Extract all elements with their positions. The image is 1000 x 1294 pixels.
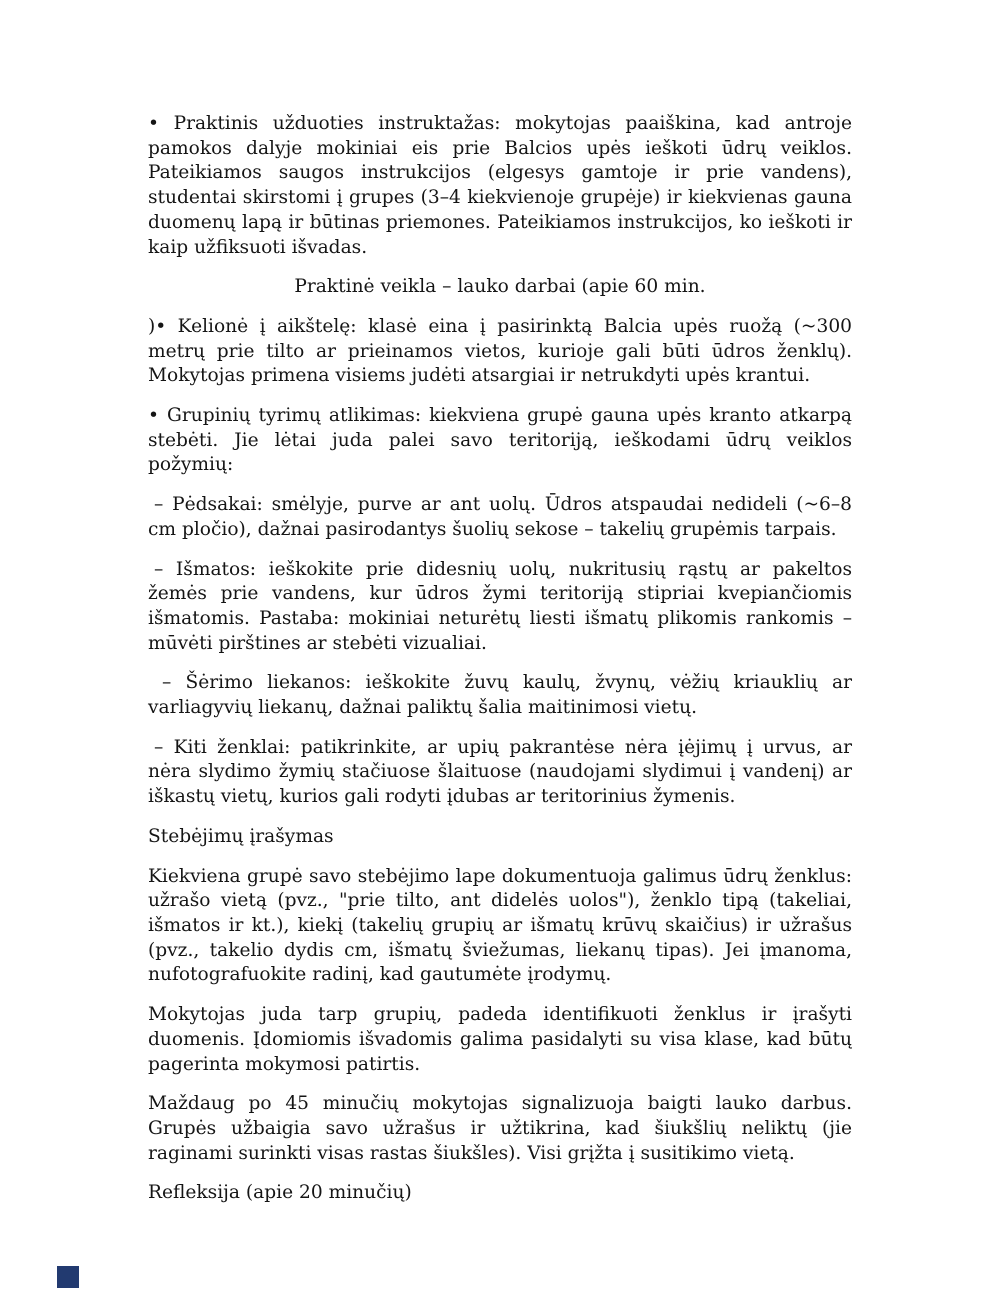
section-heading-practical-activity: Praktinė veikla – lauko darbai (apie 60 min. (294, 276, 706, 298)
list-item-feeding-remains: – Šėrimo liekanos: ieškokite žuvų kaulų, žvynų, vėžių kriauklių ar varliagyvių liekanų, dažnai paliktų šalia maitinimosi vietų. (148, 672, 852, 719)
list-item-other-signs: – Kiti ženklai: patikrinkite, ar upių pakrantėse nėra įėjimų į urvus, ar nėra slydimo žymių stačiuose šlaituose (naudojami slydimui į vandenį) ar iškastų vietų, kurios gali rodyti įdubas ar teritorinius žymenis. (148, 736, 852, 808)
paragraph-trip-to-site: )• Kelionė į aikštelę: klasė eina į pasirinktą Balcia upės ruožą (~300 metrų prie tilto ar prieinamos vietos, kurioje gali būti ūdros ženklų). Mokytojas primena visiems judėti atsargiai ir netrukdyti upės krantui. (148, 315, 852, 387)
section-heading-observation-recording: Stebėjimų įrašymas (148, 825, 334, 847)
paragraph-teacher-support: Mokytojas juda tarp grupių, padeda identifikuoti ženklus ir įrašyti duomenis. Įdomiomis išvadomis galima pasidalyti su visa klase, kad būtų pagerinta mokymosi patirtis. (148, 1004, 852, 1075)
paragraph-documentation: Kiekviena grupė savo stebėjimo lape dokumentuoja galimus ūdrų ženklus: užrašo vietą (pvz., "prie tilto, ant didelės uolos"), ženklo tipą (takeliai, išmatos ir kt.), kiekį (takelių grupių ar išmatų krūvų skaičius) ir užrašus (pvz., takelio dydis cm, išmatų šviežumas, liekanų tipas). Jei įmanoma, nufotografuokite radinį, kad gautumėte įrodymų. (148, 865, 852, 986)
paragraph-wrap-up: Maždaug po 45 minučių mokytojas signalizuoja baigti lauko darbus. Grupės užbaigia savo užrašus ir užtikrina, kad šiukšlių neliktų (jie raginami surinkti visas rastas šiukšles). Visi grįžta į susitikimo vietą. (148, 1093, 852, 1164)
paragraph-group-research: • Grupinių tyrimų atlikimas: kiekviena grupė gauna upės kranto atkarpą stebėti. Jie lėtai juda palei savo teritoriją, ieškodami ūdrų veiklos požymių: (148, 405, 852, 476)
section-heading-reflection: Refleksija (apie 20 minučių) (148, 1182, 412, 1204)
page-corner-square (57, 1266, 79, 1288)
list-item-tracks: – Pėdsakai: smėlyje, purve ar ant uolų. Ūdros atspaudai nedideli (~6–8 cm pločio), dažnai pasirodantys šuolių sekose – takelių grupėmis tarpais. (148, 494, 852, 540)
paragraph-practical-briefing: • Praktinis užduoties instruktažas: mokytojas paaiškina, kad antroje pamokos dalyje mokiniai eis prie Balcios upės ieškoti ūdrų veiklos. Pateikiamos saugos instrukcijos (elgesys gamtoje ir prie vandens), studentai skirstomi į grupes (3–4 kiekvienoje grupėje) ir kiekvienas gauna duomenų lapą ir būtinas priemones. Pateikiamos instrukcijos, ko ieškoti ir kaip užfiksuoti išvadas. (148, 113, 852, 258)
list-item-spraints: – Išmatos: ieškokite prie didesnių uolų, nukritusių rąstų ar pakeltos žemės prie vandens, kur ūdros žymi teritoriją stipriai kvepiančiomis išmatomis. Pastaba: mokiniai neturėtų liesti išmatų plikomis rankomis – mūvėti pirštines ar stebėti vizualiai. (148, 558, 852, 654)
